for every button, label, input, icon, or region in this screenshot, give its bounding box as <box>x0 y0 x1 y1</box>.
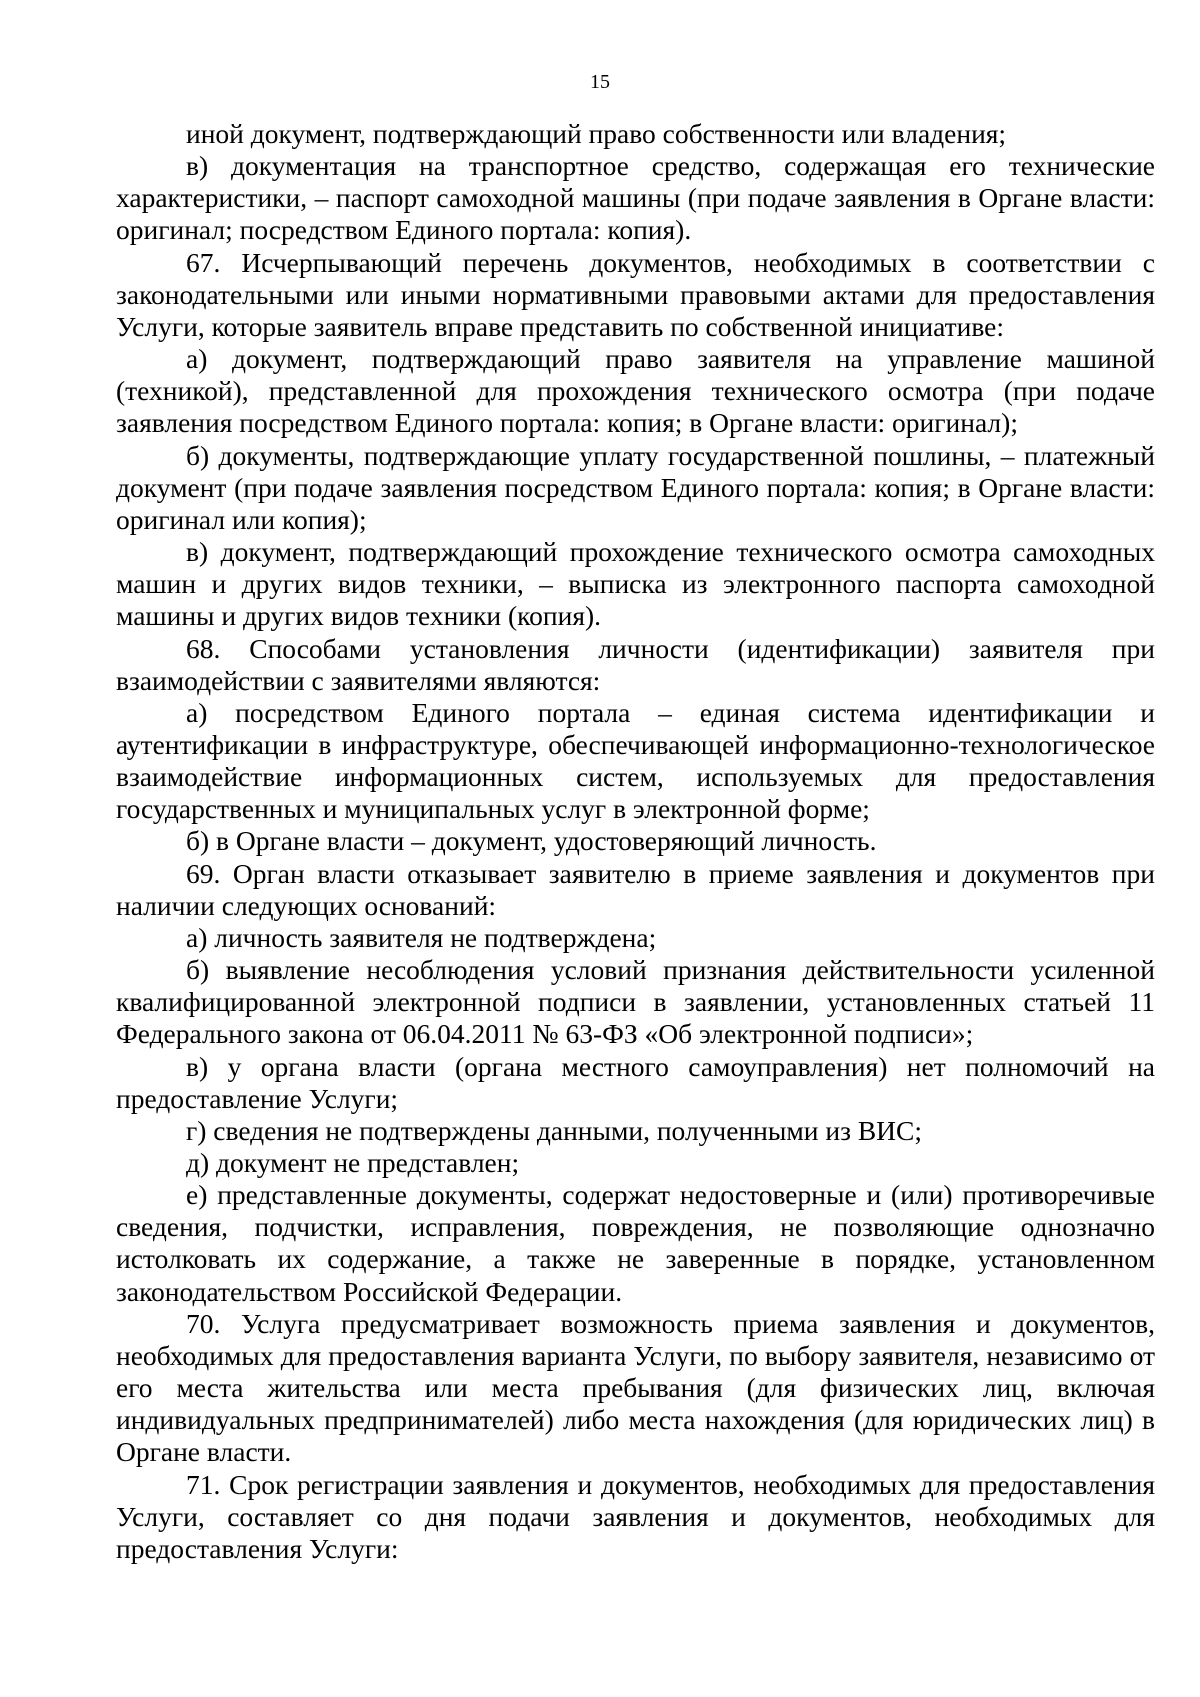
paragraph: 70. Услуга предусматривает возможность приема заявления и документов, необходимых для предоставления варианта Услуги, по выбору заявителя, независимо от его места жительства или места пребывания (для физических лиц, включая индивидуальных предпринимателей) либо места нахождения (для юридических лиц) в Органе власти. <box>116 1307 1155 1468</box>
paragraph: б) выявление несоблюдения условий признания действительности усиленной квалифицированной электронной подписи в заявлении, установленных статьей 11 Федерального закона от 06.04.2011 № 63-ФЗ «Об электронной подписи»; <box>116 954 1155 1050</box>
paragraph: в) документация на транспортное средство, содержащая его технические характеристики, – паспорт самоходной машины (при подаче заявления в Органе власти: оригинал; посредством Единого портала: копия). <box>116 150 1155 246</box>
paragraph: 68. Способами установления личности (идентификации) заявителя при взаимодействии с заявителями являются: <box>116 632 1155 696</box>
paragraph: а) документ, подтверждающий право заявителя на управление машиной (техникой), представленной для прохождения технического осмотра (при подаче заявления посредством Единого портала: копия; в Органе власти: оригинал); <box>116 343 1155 439</box>
paragraph: б) документы, подтверждающие уплату государственной пошлины, – платежный документ (при подаче заявления посредством Единого портала: копия; в Органе власти: оригинал или копия); <box>116 439 1155 535</box>
paragraph: в) у органа власти (органа местного самоуправления) нет полномочий на предоставление Услуги; <box>116 1050 1155 1114</box>
paragraph: 69. Орган власти отказывает заявителю в приеме заявления и документов при наличии следующих оснований: <box>116 857 1155 921</box>
paragraph: б) в Органе власти – документ, удостоверяющий личность. <box>186 825 877 857</box>
page-number: 15 <box>590 71 610 93</box>
paragraph: д) документ не представлен; <box>186 1147 520 1178</box>
paragraph: 71. Срок регистрации заявления и документов, необходимых для предоставления Услуги, составляет со дня подачи заявления и документов, необходимых для предоставления Услуги: <box>116 1468 1155 1564</box>
paragraph: 67. Исчерпывающий перечень документов, необходимых в соответствии с законодательными или иными нормативными правовыми актами для предоставления Услуги, которые заявитель вправе представить по собственной инициативе: <box>116 246 1155 342</box>
paragraph: г) сведения не подтверждены данными, полученными из ВИС; <box>186 1114 923 1146</box>
document-body <box>116 118 1155 1565</box>
paragraph: в) документ, подтверждающий прохождение технического осмотра самоходных машин и других видов техники, – выписка из электронного паспорта самоходной машины и других видов техники (копия). <box>116 536 1155 632</box>
paragraph: а) посредством Единого портала – единая система идентификации и аутентификации в инфраструктуре, обеспечивающей информационно-технологическое взаимодействие информационных систем, используемых для предоставления государственных и муниципальных услуг в электронной форме; <box>116 696 1155 825</box>
paragraph: а) личность заявителя не подтверждена; <box>186 921 657 953</box>
paragraph: е) представленные документы, содержат недостоверные и (или) противоречивые сведения, подчистки, исправления, повреждения, не позволяющие однозначно истолковать их содержание, а также не заверенные в порядке, установленном законодательством Российской Федерации. <box>116 1179 1155 1307</box>
paragraph: иной документ, подтверждающий право собственности или владения; <box>186 118 1007 149</box>
